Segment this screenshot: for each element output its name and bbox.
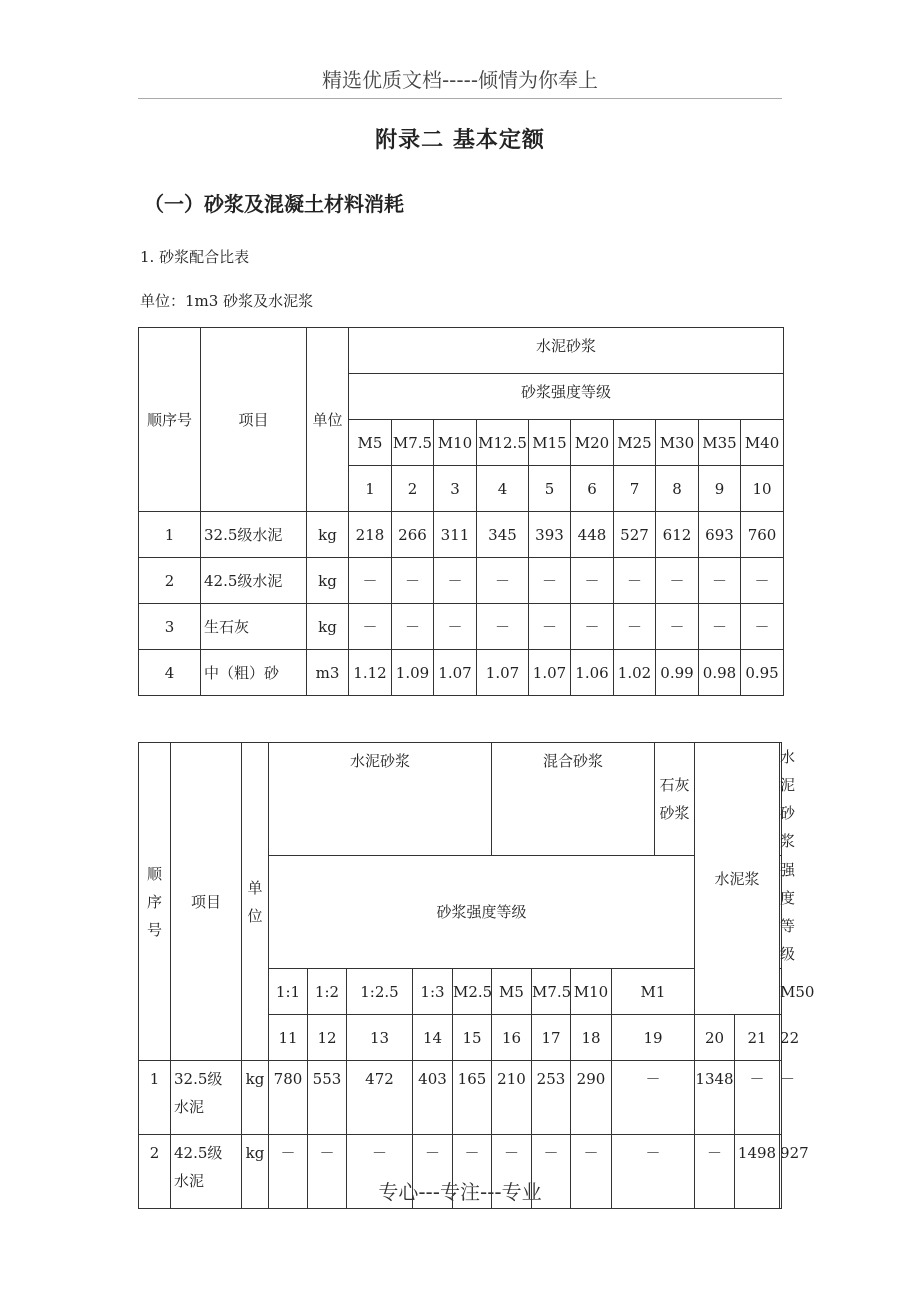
row-unit: kg [242, 1061, 269, 1135]
row-value: 1.06 [571, 650, 614, 696]
header-mixed-mortar: 混合砂浆 [492, 743, 655, 856]
row-value: 290 [571, 1061, 612, 1135]
number-cell: 10 [741, 466, 784, 512]
grade-cell: M10 [571, 969, 612, 1015]
row-value: 780 [269, 1061, 308, 1135]
grade-cell: M15 [529, 420, 571, 466]
grade-cell: M30 [656, 420, 699, 466]
number-cell: 11 [269, 1015, 308, 1061]
number-cell: 9 [699, 466, 741, 512]
section-heading: （一）砂浆及混凝土材料消耗 [144, 192, 404, 216]
row-value: － [347, 1135, 413, 1209]
number-cell: 22 [780, 1015, 782, 1061]
row-value: － [392, 558, 434, 604]
row-value: － [413, 1135, 453, 1209]
header-strength-grade: 砂浆强度等级 [269, 856, 695, 969]
row-value: － [532, 1135, 571, 1209]
row-item: 42.5级水泥 [201, 558, 307, 604]
number-cell: 4 [477, 466, 529, 512]
row-value: － [453, 1135, 492, 1209]
number-cell: 13 [347, 1015, 413, 1061]
row-value: － [529, 558, 571, 604]
grade-cell: M5 [349, 420, 392, 466]
row-value: 165 [453, 1061, 492, 1135]
row-value: 1348 [695, 1061, 735, 1135]
grade-cell: 1:1 [269, 969, 308, 1015]
grade-cell: 1:2 [308, 969, 347, 1015]
number-cell: 14 [413, 1015, 453, 1061]
row-value: － [699, 558, 741, 604]
row-unit: kg [242, 1135, 269, 1209]
row-value: － [477, 604, 529, 650]
row-value: － [735, 1061, 780, 1135]
row-seq: 3 [139, 604, 201, 650]
document-title: 附录二 基本定额 [375, 128, 545, 153]
row-unit: m3 [307, 650, 349, 696]
row-value: － [349, 558, 392, 604]
row-value: 1.09 [392, 650, 434, 696]
row-value: 210 [492, 1061, 532, 1135]
header-cement-paste: 水泥浆 [695, 743, 780, 1015]
number-cell: 3 [434, 466, 477, 512]
row-value: 760 [741, 512, 784, 558]
row-value: 218 [349, 512, 392, 558]
number-cell: 15 [453, 1015, 492, 1061]
grade-cell: M7.5 [392, 420, 434, 466]
row-value: － [699, 604, 741, 650]
row-value: 1.02 [614, 650, 656, 696]
page-footer: 专心---专注---专业 [378, 1180, 542, 1204]
header-cement-mortar-2-line: 砂浆 [780, 804, 796, 850]
header-unit-char: 单 [247, 878, 263, 897]
row-value: － [741, 558, 784, 604]
row-value: － [614, 558, 656, 604]
grade-cell: M50 [780, 969, 782, 1015]
table-row [139, 512, 784, 558]
header-item: 项目 [171, 743, 242, 1061]
row-value: － [571, 604, 614, 650]
grade-cell: 1:2.5 [347, 969, 413, 1015]
row-item [171, 1061, 242, 1135]
header-unit [242, 743, 269, 1061]
number-cell: 6 [571, 466, 614, 512]
number-cell: 2 [392, 466, 434, 512]
subsection-heading: 1. 砂浆配合比表 [140, 248, 250, 266]
page-header: 精选优质文档-----倾情为你奉上 [321, 68, 599, 92]
header-seq-char: 顺 [146, 864, 162, 883]
row-value: 1498 [735, 1135, 780, 1209]
grade-cell: M35 [699, 420, 741, 466]
grade-cell: M2.5 [453, 969, 492, 1015]
grade-cell: 1:3 [413, 969, 453, 1015]
row-value: － [349, 604, 392, 650]
grade-cell: M10 [434, 420, 477, 466]
row-value: 1.12 [349, 650, 392, 696]
row-value: 553 [308, 1061, 347, 1135]
row-unit: kg [307, 512, 349, 558]
grade-cell: M25 [614, 420, 656, 466]
number-cell: 18 [571, 1015, 612, 1061]
row-seq: 1 [139, 512, 201, 558]
row-value: － [392, 604, 434, 650]
row-value: － [780, 1061, 782, 1135]
row-value: 693 [699, 512, 741, 558]
row-item: 中（粗）砂 [201, 650, 307, 696]
number-cell: 7 [614, 466, 656, 512]
row-item-line: 水泥 [174, 1098, 205, 1116]
row-value: 0.98 [699, 650, 741, 696]
number-cell: 20 [695, 1015, 735, 1061]
grade-cell: M1 [612, 969, 695, 1015]
unit-line: 单位：1m3 砂浆及水泥浆 [140, 292, 314, 310]
row-seq: 2 [139, 558, 201, 604]
grade-cell: M20 [571, 420, 614, 466]
row-value: － [741, 604, 784, 650]
row-value: 527 [614, 512, 656, 558]
row-value: 0.99 [656, 650, 699, 696]
table-row [139, 558, 784, 604]
number-cell: 19 [612, 1015, 695, 1061]
row-value: － [656, 604, 699, 650]
header-cement-mortar: 水泥砂浆 [269, 743, 492, 856]
mortar-ratio-table-2 [138, 742, 815, 1209]
number-cell: 16 [492, 1015, 532, 1061]
row-value: 612 [656, 512, 699, 558]
row-value: 403 [413, 1061, 453, 1135]
row-value: － [612, 1061, 695, 1135]
row-unit: kg [307, 604, 349, 650]
row-value: 1.07 [434, 650, 477, 696]
grade-cell: M5 [492, 969, 532, 1015]
number-cell: 17 [532, 1015, 571, 1061]
row-value: － [614, 604, 656, 650]
row-value: 448 [571, 512, 614, 558]
row-item-line: 42.5级 [174, 1144, 223, 1162]
row-value: 472 [347, 1061, 413, 1135]
row-value: － [269, 1135, 308, 1209]
mortar-ratio-table-1 [138, 327, 784, 696]
number-cell: 12 [308, 1015, 347, 1061]
table-row [139, 650, 784, 696]
row-seq: 1 [139, 1061, 171, 1135]
row-value: 927 [780, 1135, 782, 1209]
row-value: 345 [477, 512, 529, 558]
header-lime-mortar-line: 砂浆 [659, 804, 690, 822]
row-value: － [571, 558, 614, 604]
header-seq: 顺序号 [139, 328, 201, 512]
row-value: 393 [529, 512, 571, 558]
number-cell: 21 [735, 1015, 780, 1061]
grade-cell: M40 [741, 420, 784, 466]
row-value: － [571, 1135, 612, 1209]
header-cement-mortar-2 [780, 743, 796, 856]
row-value: － [492, 1135, 532, 1209]
number-cell: 1 [349, 466, 392, 512]
row-value: － [612, 1135, 695, 1209]
table-row [139, 1061, 782, 1135]
row-seq: 2 [139, 1135, 171, 1209]
row-value: － [656, 558, 699, 604]
header-seq [139, 743, 171, 1061]
header-divider [138, 98, 782, 99]
header-lime-mortar-line: 石灰 [659, 776, 690, 794]
header-strength-grade-2-line: 等级 [780, 917, 796, 963]
number-cell: 8 [656, 466, 699, 512]
header-seq-char: 号 [146, 920, 162, 939]
grade-cell: M12.5 [477, 420, 529, 466]
number-cell: 5 [529, 466, 571, 512]
row-value: 311 [434, 512, 477, 558]
row-value: － [695, 1135, 735, 1209]
header-unit: 单位 [307, 328, 349, 512]
row-item-line: 32.5级 [174, 1070, 223, 1088]
row-item: 32.5级水泥 [201, 512, 307, 558]
grade-cell: M7.5 [532, 969, 571, 1015]
row-value: 253 [532, 1061, 571, 1135]
row-item-line: 水泥 [174, 1172, 205, 1190]
header-lime-mortar [655, 743, 695, 856]
header-strength-grade: 砂浆强度等级 [349, 374, 784, 420]
row-value: 0.95 [741, 650, 784, 696]
header-seq-char: 序 [146, 892, 162, 911]
row-value: 266 [392, 512, 434, 558]
row-value: － [434, 558, 477, 604]
row-item: 生石灰 [201, 604, 307, 650]
table-row [139, 604, 784, 650]
row-value: 1.07 [477, 650, 529, 696]
row-value: － [308, 1135, 347, 1209]
row-value: － [529, 604, 571, 650]
header-item: 项目 [201, 328, 307, 512]
row-unit: kg [307, 558, 349, 604]
header-strength-grade-2 [780, 856, 796, 969]
row-value: － [434, 604, 477, 650]
header-strength-grade-2-line: 强度 [780, 861, 796, 907]
header-unit-char: 位 [247, 906, 263, 925]
row-value: － [477, 558, 529, 604]
row-value: 1.07 [529, 650, 571, 696]
header-cement-mortar: 水泥砂浆 [349, 328, 784, 374]
row-seq: 4 [139, 650, 201, 696]
header-cement-mortar-2-line: 水泥 [780, 748, 796, 794]
